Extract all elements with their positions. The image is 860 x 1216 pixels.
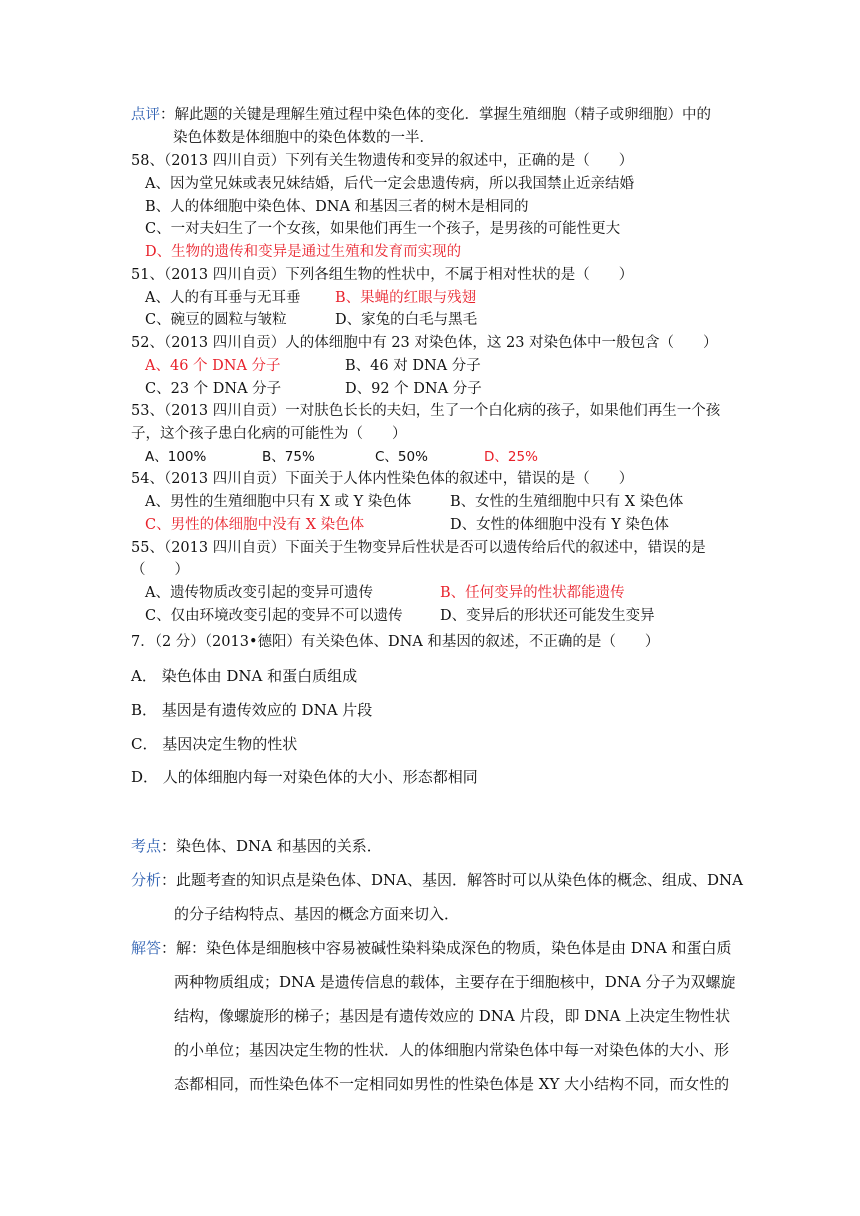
q52-option-d: D、92 个 DNA 分子 (345, 381, 482, 397)
kaodian-line (131, 836, 382, 856)
q55-option-a: A、遗传物质改变引起的变异可遗传 (145, 585, 373, 601)
jieda-line-3: 结构，像螺旋形的梯子；基因是有遗传效应的 DNA 片段，即 DNA 上决定生物性状 (174, 1007, 731, 1025)
comment-line-1 (131, 105, 711, 125)
comment-label: 点评 (131, 107, 160, 123)
q55-option-b-answer: B、任何变异的性状都能遗传 (440, 585, 625, 601)
q51-stem: 51、（2013 四川自贡）下列各组生物的性状中，不属于相对性状的是（ ） (131, 267, 634, 283)
q55-stem-line-2: （ ） (131, 562, 189, 578)
kaodian-label: 考点 (131, 837, 162, 855)
fenxi-line-1 (131, 870, 743, 890)
q53-option-d-answer: D、25% (484, 449, 538, 465)
q54-stem: 54、（2013 四川自贡）下面关于人体内性染色体的叙述中，错误的是（ ） (131, 471, 634, 487)
comment-text: ：解此题的关键是理解生殖过程中染色体的变化．掌握生殖细胞（精子或卵细胞）中的 (160, 107, 711, 123)
q55-stem-line-1: 55、（2013 四川自贡）下面关于生物变异后性状是否可以遗传给后代的叙述中，错误的是 (131, 540, 706, 556)
q7-option-b: B． 基因是有遗传效应的 DNA 片段 (131, 701, 373, 719)
q52-option-a-answer: A、46 个 DNA 分子 (145, 358, 281, 374)
q53-stem-line-1: 53、（2013 四川自贡）一对肤色长长的夫妇，生了一个白化病的孩子，如果他们再生一个孩 (131, 403, 721, 419)
q53-option-b: B、75% (262, 449, 315, 465)
q55-option-d: D、变异后的形状还可能发生变异 (440, 608, 655, 624)
q58-option-a: A、因为堂兄妹或表兄妹结婚，后代一定会患遗传病，所以我国禁止近亲结婚 (145, 176, 634, 192)
q58-option-c: C、一对夫妇生了一个女孩，如果他们再生一个孩子，是男孩的可能性更大 (145, 221, 621, 237)
q52-option-b: B、46 对 DNA 分子 (345, 358, 481, 374)
q52-option-c: C、23 个 DNA 分子 (145, 381, 282, 397)
q53-stem-line-2: 子，这个孩子患白化病的可能性为（ ） (131, 426, 407, 442)
jieda-line-2: 两种物质组成；DNA 是遗传信息的载体，主要存在于细胞核中，DNA 分子为双螺旋 (174, 973, 736, 991)
fenxi-line-2: 的分子结构特点、基因的概念方面来切入． (174, 905, 460, 923)
jieda-text: ：解：染色体是细胞核中容易被碱性染料染成深色的物质，染色体是由 DNA 和蛋白质 (161, 939, 732, 957)
q54-option-b: B、女性的生殖细胞中只有 X 染色体 (450, 494, 684, 510)
q7-option-d: D． 人的体细胞内每一对染色体的大小、形态都相同 (131, 768, 478, 786)
q54-option-d: D、女性的体细胞中没有 Y 染色体 (450, 517, 669, 533)
q7-option-c: C． 基因决定生物的性状 (131, 735, 298, 753)
q7-stem: 7．（2 分）（2013•德阳）有关染色体、DNA 和基因的叙述，不正确的是（ ） (131, 634, 660, 650)
q54-option-a: A、男性的生殖细胞中只有 X 或 Y 染色体 (145, 494, 412, 510)
jieda-line-1 (131, 938, 732, 958)
jieda-line-5: 态都相同，而性染色体不一定相同如男性的性染色体是 XY 大小结构不同，而女性的 (174, 1075, 730, 1093)
q51-option-b-answer: B、果蝇的红眼与残翅 (335, 290, 477, 306)
fenxi-label: 分析 (131, 871, 162, 889)
q7-option-a: A． 染色体由 DNA 和蛋白质组成 (131, 667, 358, 685)
q52-stem: 52、（2013 四川自贡）人的体细胞中有 23 对染色体，这 23 对染色体中一般包含（ ） (131, 335, 718, 351)
q53-option-a: A、100% (145, 449, 207, 465)
q58-option-d-answer: D、生物的遗传和变异是通过生殖和发育而实现的 (145, 244, 462, 260)
q55-option-c: C、仅由环境改变引起的变异不可以遗传 (145, 608, 403, 624)
q53-option-c: C、50% (375, 449, 428, 465)
q58-option-b: B、人的体细胞中染色体、DNA 和基因三者的树木是相同的 (145, 199, 529, 215)
q51-option-d: D、家兔的白毛与黑毛 (335, 312, 478, 328)
kaodian-text: ：染色体、DNA 和基因的关系． (161, 837, 382, 855)
q51-option-c: C、碗豆的圆粒与皱粒 (145, 312, 287, 328)
comment-line-2: 染色体数是体细胞中的染色体数的一半． (173, 130, 434, 146)
q54-option-c-answer: C、男性的体细胞中没有 X 染色体 (145, 517, 365, 533)
jieda-label: 解答 (131, 939, 162, 957)
fenxi-text: ：此题考查的知识点是染色体、DNA、基因．解答时可以从染色体的概念、组成、DNA (161, 871, 743, 889)
q51-option-a: A、人的有耳垂与无耳垂 (145, 290, 301, 306)
q58-stem: 58、（2013 四川自贡）下列有关生物遗传和变异的叙述中，正确的是（ ） (131, 153, 634, 169)
jieda-line-4: 的小单位；基因决定生物的性状．人的体细胞内常染色体中每一对染色体的大小、形 (174, 1041, 730, 1059)
